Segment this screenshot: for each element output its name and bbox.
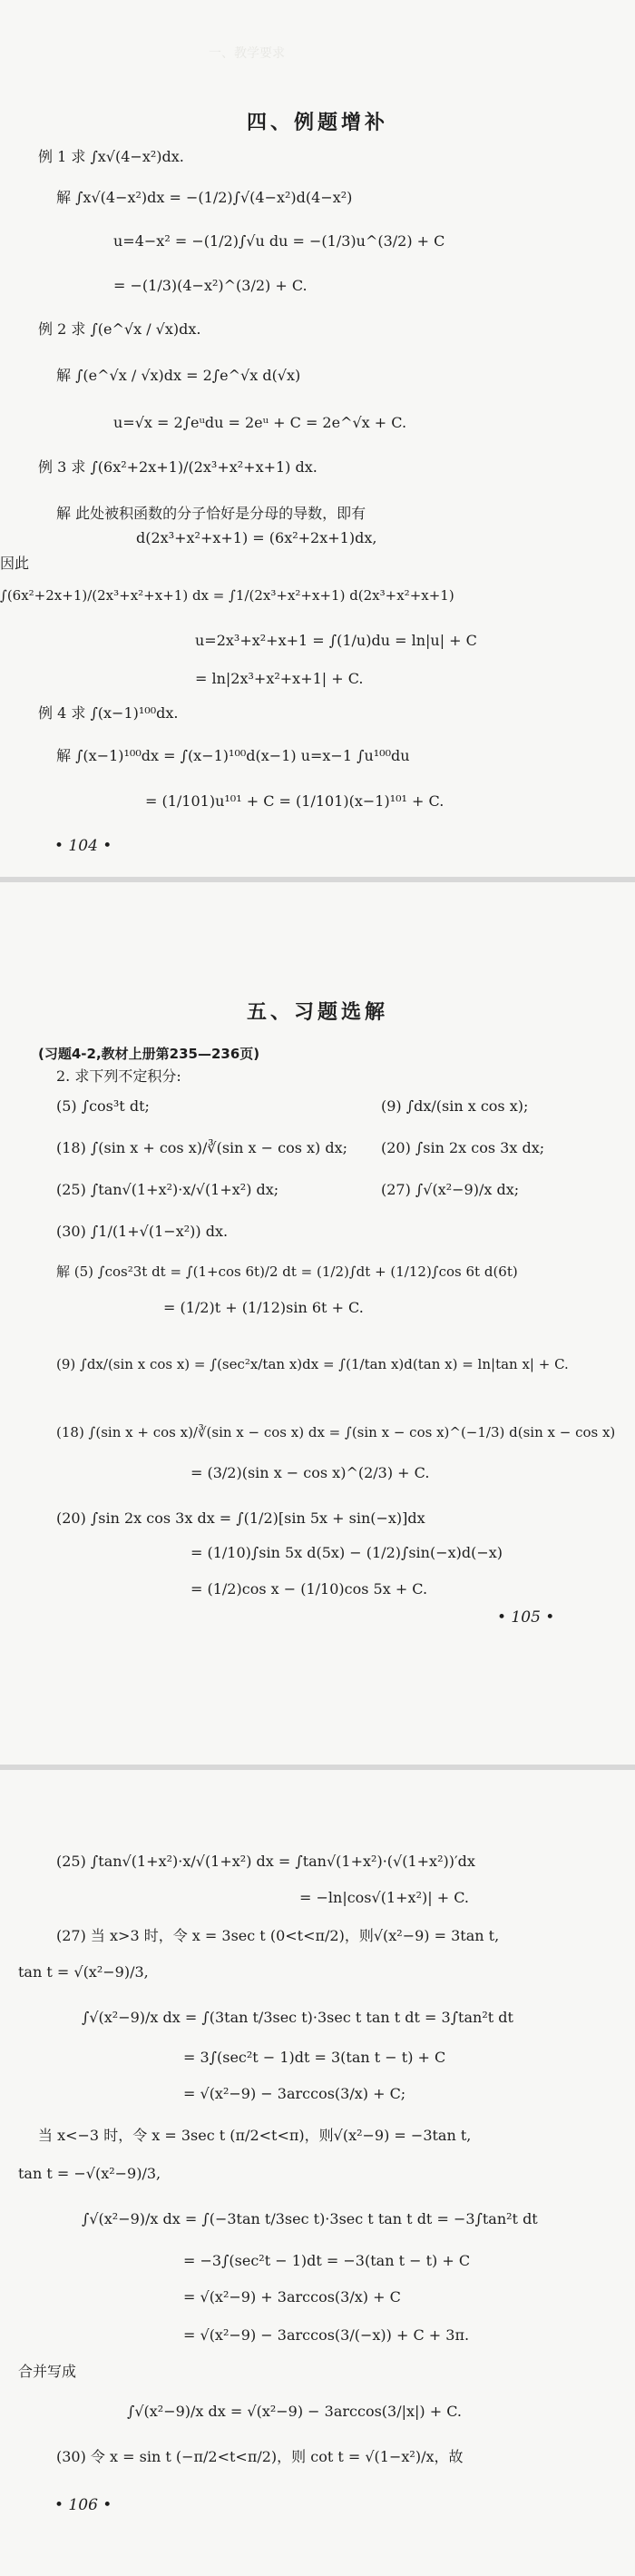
problem-20: (20) ∫sin 2x cos 3x dx; — [381, 1139, 545, 1156]
section-title: 四、例题增补 — [246, 112, 388, 134]
example-4: 例 4 求 ∫(x−1)¹⁰⁰dx. — [38, 704, 179, 722]
solution-27-line: tan t = −√(x²−9)/3, — [18, 2165, 161, 2182]
solution-27-line: = √(x²−9) − 3arccos(3/x) + C; — [183, 2085, 406, 2102]
solution-1-line: u=4−x² = −(1/2)∫√u du = −(1/3)u^(3/2) + C — [113, 232, 445, 250]
solution-line: 解 (5) ∫cos²3t dt = ∫(1+cos 6t)/2 dt = (1/2)∫dt + (1/12)∫cos 6t d(6t) — [56, 1263, 518, 1280]
solution-27-line: tan t = √(x²−9)/3, — [18, 1963, 149, 1981]
solution-27-line: = −3∫(sec²t − 1)dt = −3(tan t − t) + C — [183, 2252, 471, 2269]
problem-27: (27) ∫√(x²−9)/x dx; — [381, 1181, 520, 1198]
solution-2-line: 解 ∫(e^√x / √x)dx = 2∫e^√x d(√x) — [56, 367, 301, 384]
solution-4-line: 解 ∫(x−1)¹⁰⁰dx = ∫(x−1)¹⁰⁰d(x−1) u=x−1 ∫u¹⁰⁰du — [56, 747, 410, 764]
solution-27-line: ∫√(x²−9)/x dx = √(x²−9) − 3arccos(3/|x|) + C. — [127, 2403, 462, 2420]
solution-line: = (1/10)∫sin 5x d(5x) − (1/2)∫sin(−x)d(−x) — [190, 1544, 503, 1561]
example-1: 例 1 求 ∫x√(4−x²)dx. — [38, 148, 184, 165]
solution-27-line: = 3∫(sec²t − 1)dt = 3(tan t − t) + C — [183, 2049, 446, 2066]
solution-30-line: (30) 令 x = sin t (−π/2<t<π/2)，则 cot t = √(1−x²)/x，故 — [56, 2448, 464, 2465]
solution-27-line: = √(x²−9) + 3arccos(3/x) + C — [183, 2288, 401, 2306]
solution-2-line: u=√x = 2∫eᵘdu = 2eᵘ + C = 2e^√x + C. — [113, 414, 407, 431]
solution-27-line: = √(x²−9) − 3arccos(3/(−x)) + C + 3π. — [183, 2326, 470, 2344]
page-number: • 105 • — [497, 1608, 555, 1627]
problem-30: (30) ∫1/(1+√(1−x²)) dx. — [56, 1223, 229, 1240]
solution-3-line: = ln|2x³+x²+x+1| + C. — [195, 670, 364, 687]
solution-line: = (1/2)t + (1/12)sin 6t + C. — [163, 1299, 364, 1316]
solution-3-line: d(2x³+x²+x+1) = (6x²+2x+1)dx, — [136, 529, 377, 546]
solution-1-line: 解 ∫x√(4−x²)dx = −(1/2)∫√(4−x²)d(4−x²) — [56, 189, 353, 206]
problem-intro: 2. 求下列不定积分: — [56, 1067, 181, 1085]
page-106 — [0, 1770, 635, 2576]
solution-line: (18) ∫(sin x + cos x)/∛(sin x − cos x) dx = ∫(sin x − cos x)^(−1/3) d(sin x − cos x) — [56, 1424, 616, 1440]
example-2: 例 2 求 ∫(e^√x / √x)dx. — [38, 320, 201, 338]
solution-line: = (1/2)cos x − (1/10)cos 5x + C. — [190, 1580, 428, 1598]
solution-27-line: (27) 当 x>3 时，令 x = 3sec t (0<t<π/2)，则√(x²−9) = 3tan t, — [56, 1927, 500, 1944]
solution-1-line: = −(1/3)(4−x²)^(3/2) + C. — [113, 277, 308, 294]
solution-27-line: ∫√(x²−9)/x dx = ∫(3tan t/3sec t)·3sec t tan t dt = 3∫tan²t dt — [82, 2009, 513, 2026]
page-104 — [0, 0, 635, 877]
section-title: 五、习题选解 — [246, 1001, 388, 1024]
exercise-subtitle: (习题4-2,教材上册第235—236页) — [38, 1046, 260, 1062]
solution-27-line: 合并写成 — [18, 2363, 77, 2380]
solution-27-line: 当 x<−3 时，令 x = 3sec t (π/2<t<π)，则√(x²−9) = −3tan t, — [38, 2127, 472, 2144]
problem-25: (25) ∫tan√(1+x²)·x/√(1+x²) dx; — [56, 1181, 279, 1198]
solution-line: (20) ∫sin 2x cos 3x dx = ∫(1/2)[sin 5x + sin(−x)]dx — [56, 1509, 425, 1527]
solution-25-line: = −ln|cos√(1+x²)| + C. — [299, 1889, 469, 1906]
solution-line: = (3/2)(sin x − cos x)^(2/3) + C. — [190, 1464, 430, 1481]
solution-27-line: ∫√(x²−9)/x dx = ∫(−3tan t/3sec t)·3sec t tan t dt = −3∫tan²t dt — [82, 2210, 538, 2227]
solution-3-line: u=2x³+x²+x+1 = ∫(1/u)du = ln|u| + C — [195, 632, 477, 649]
page-number: • 106 • — [54, 2496, 112, 2514]
problem-9: (9) ∫dx/(sin x cos x); — [381, 1097, 529, 1115]
solution-4-line: = (1/101)u¹⁰¹ + C = (1/101)(x−1)¹⁰¹ + C. — [145, 792, 444, 810]
problem-18: (18) ∫(sin x + cos x)/∛(sin x − cos x) dx; — [56, 1139, 348, 1156]
page-number: • 104 • — [54, 837, 112, 855]
solution-3-line: 解 此处被积函数的分子恰好是分母的导数，即有 — [56, 505, 366, 522]
solution-25-line: (25) ∫tan√(1+x²)·x/√(1+x²) dx = ∫tan√(1+x²)·(√(1+x²))′dx — [56, 1853, 475, 1870]
example-3: 例 3 求 ∫(6x²+2x+1)/(2x³+x²+x+1) dx. — [38, 458, 318, 476]
solution-3-line: ∫(6x²+2x+1)/(2x³+x²+x+1) dx = ∫1/(2x³+x²+x+1) d(2x³+x²+x+1) — [0, 587, 454, 604]
page-105 — [0, 882, 635, 1765]
solution-3-line: 因此 — [0, 555, 30, 572]
bleed-through-text: 一、教学要求 — [209, 46, 285, 61]
solution-line: (9) ∫dx/(sin x cos x) = ∫(sec²x/tan x)dx = ∫(1/tan x)d(tan x) = ln|tan x| + C. — [56, 1356, 569, 1372]
problem-5: (5) ∫cos³t dt; — [56, 1097, 150, 1115]
